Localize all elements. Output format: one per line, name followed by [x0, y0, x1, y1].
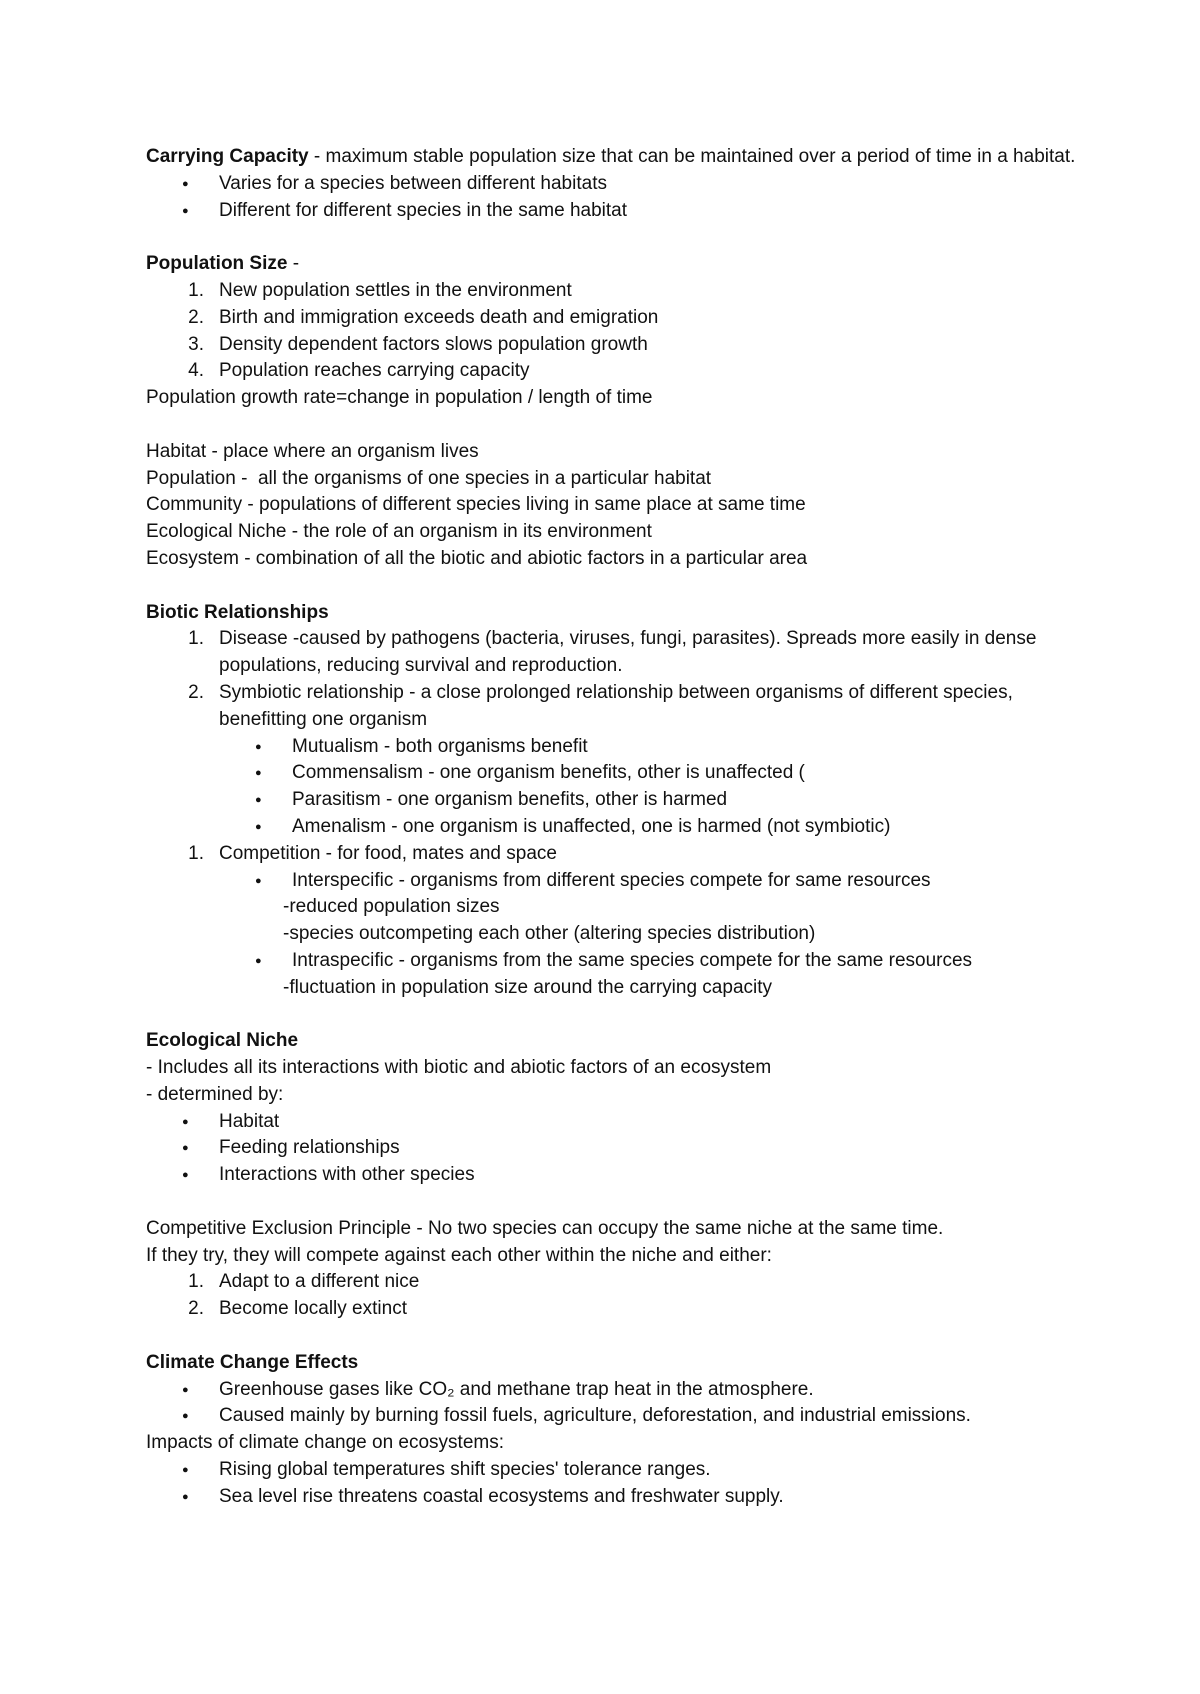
list-item-text: Commensalism - one organism benefits, other is unaffected ( — [292, 762, 805, 784]
sub-point: -reduced population sizes — [283, 896, 500, 918]
spacer — [146, 412, 1100, 439]
bullet-icon: ● — [182, 1142, 189, 1155]
list-item-text: Interspecific - organisms from different species compete for same resources — [292, 869, 931, 891]
list-item-text: Interactions with other species — [219, 1164, 475, 1186]
population-size-heading-line — [146, 251, 1100, 278]
list-item-text: Amenalism - one organism is unaffected, one is harmed (not symbiotic) — [292, 815, 891, 837]
bullet-icon: ● — [182, 1410, 189, 1423]
spacer — [146, 1189, 1100, 1216]
niche-line: - Includes all its interactions with biotic and abiotic factors of an ecosystem — [146, 1057, 772, 1079]
list-number: 1. — [188, 1271, 204, 1293]
spacer — [146, 1002, 1100, 1029]
list-item-text: Intraspecific - organisms from the same species compete for the same resources — [292, 949, 973, 971]
list-number: 1. — [188, 628, 204, 650]
spacer — [146, 1323, 1100, 1350]
list-item-text: Different for different species in the same habitat — [219, 199, 628, 221]
list-item — [146, 1403, 1100, 1430]
exclusion-principle: Competitive Exclusion Principle - No two species can occupy the same niche at the same time. — [146, 1217, 944, 1239]
list-item-text: New population settles in the environment — [219, 279, 572, 301]
sub-point: -species outcompeting each other (altering species distribution) — [283, 923, 816, 945]
definition-habitat: Habitat - place where an organism lives — [146, 440, 479, 462]
list-item — [146, 198, 1100, 225]
bullet-icon: ● — [182, 177, 189, 190]
list-item — [146, 1135, 1100, 1162]
list-item — [146, 1269, 1100, 1296]
carrying-capacity-heading: Carrying Capacity — [146, 146, 309, 167]
impacts-heading: Impacts of climate change on ecosystems: — [146, 1432, 504, 1454]
list-item-text: Become locally extinct — [219, 1298, 407, 1320]
list-number: 2. — [188, 1298, 204, 1320]
spacer — [146, 224, 1100, 251]
bullet-icon: ● — [182, 1169, 189, 1182]
list-item — [146, 1457, 1100, 1484]
list-item — [146, 358, 1100, 385]
sub-point: -fluctuation in population size around the carrying capacity — [283, 976, 773, 998]
climate-change-heading: Climate Change Effects — [146, 1351, 359, 1373]
bullet-icon: ● — [182, 1464, 189, 1477]
definition-ecosystem: Ecosystem - combination of all the biotic and abiotic factors in a particular area — [146, 547, 808, 569]
list-item — [146, 278, 1100, 305]
list-item — [146, 1377, 1100, 1404]
list-item — [146, 305, 1100, 332]
list-item — [146, 734, 1100, 761]
bullet-icon: ● — [255, 820, 262, 833]
bullet-icon: ● — [255, 740, 262, 753]
carrying-capacity-definition: - maximum stable population size that can be maintained over a period of time in a habitat. — [308, 146, 1076, 167]
list-number: 1. — [188, 842, 204, 864]
list-item-text: Parasitism - one organism benefits, other is harmed — [292, 789, 728, 811]
carrying-capacity-paragraph — [146, 144, 1100, 171]
heading-dash: - — [287, 253, 300, 275]
growth-rate-formula: Population growth rate=change in population / length of time — [146, 387, 653, 409]
population-size-heading: Population Size — [146, 253, 288, 275]
bullet-icon: ● — [182, 1490, 189, 1503]
bullet-icon: ● — [182, 204, 189, 217]
list-item — [146, 680, 1100, 734]
list-item-text: Density dependent factors slows population growth — [219, 333, 648, 355]
bullet-icon: ● — [255, 767, 262, 780]
bullet-icon: ● — [182, 1383, 189, 1396]
list-item-text: Varies for a species between different habitats — [219, 172, 607, 194]
bullet-icon: ● — [255, 954, 262, 967]
list-item — [146, 626, 1100, 680]
list-item — [146, 1484, 1100, 1511]
list-item-text: Sea level rise threatens coastal ecosystems and freshwater supply. — [219, 1485, 784, 1507]
list-number: 2. — [188, 681, 204, 703]
list-item — [146, 1109, 1100, 1136]
list-item-text: Symbiotic relationship - a close prolonged relationship between organisms of different species, benefitting one organism — [219, 681, 1013, 730]
ecological-niche-heading: Ecological Niche — [146, 1030, 299, 1052]
list-item-text: Habitat — [219, 1110, 280, 1132]
list-number: 3. — [188, 333, 204, 355]
list-item — [146, 948, 1100, 975]
list-item — [146, 1162, 1100, 1189]
list-item-text: Mutualism - both organisms benefit — [292, 735, 588, 757]
list-item-text: Rising global temperatures shift species' tolerance ranges. — [219, 1459, 711, 1481]
list-item — [146, 841, 1100, 868]
list-item-text: Disease -caused by pathogens (bacteria, viruses, fungi, parasites). Spreads more easily in dense populations, reducing survival and reproduction. — [219, 628, 1037, 677]
exclusion-line: If they try, they will compete against each other within the niche and either: — [146, 1244, 772, 1266]
list-number: 1. — [188, 279, 204, 301]
list-item-text: Greenhouse gases like CO₂ and methane trap heat in the atmosphere. — [219, 1378, 814, 1400]
definition-population: Population - all the organisms of one species in a particular habitat — [146, 467, 712, 489]
list-item — [146, 814, 1100, 841]
bullet-icon: ● — [182, 1115, 189, 1128]
list-item-text: Feeding relationships — [219, 1137, 400, 1159]
list-number: 4. — [188, 360, 204, 382]
list-item-text: Population reaches carrying capacity — [219, 360, 530, 382]
list-item — [146, 760, 1100, 787]
bullet-icon: ● — [255, 794, 262, 807]
list-item — [146, 171, 1100, 198]
list-item-text: Competition - for food, mates and space — [219, 842, 557, 864]
list-item — [146, 787, 1100, 814]
definition-community: Community - populations of different species living in same place at same time — [146, 494, 806, 516]
list-item — [146, 1296, 1100, 1323]
list-item — [146, 332, 1100, 359]
spacer — [146, 573, 1100, 600]
niche-line: - determined by: — [146, 1083, 284, 1105]
definition-ecological-niche: Ecological Niche - the role of an organism in its environment — [146, 521, 652, 543]
biotic-relationships-heading: Biotic Relationships — [146, 601, 329, 623]
list-number: 2. — [188, 306, 204, 328]
list-item — [146, 868, 1100, 895]
bullet-icon: ● — [255, 874, 262, 887]
list-item-text: Caused mainly by burning fossil fuels, agriculture, deforestation, and industrial emissions. — [219, 1405, 971, 1427]
list-item-text: Birth and immigration exceeds death and emigration — [219, 306, 659, 328]
list-item-text: Adapt to a different nice — [219, 1271, 420, 1293]
